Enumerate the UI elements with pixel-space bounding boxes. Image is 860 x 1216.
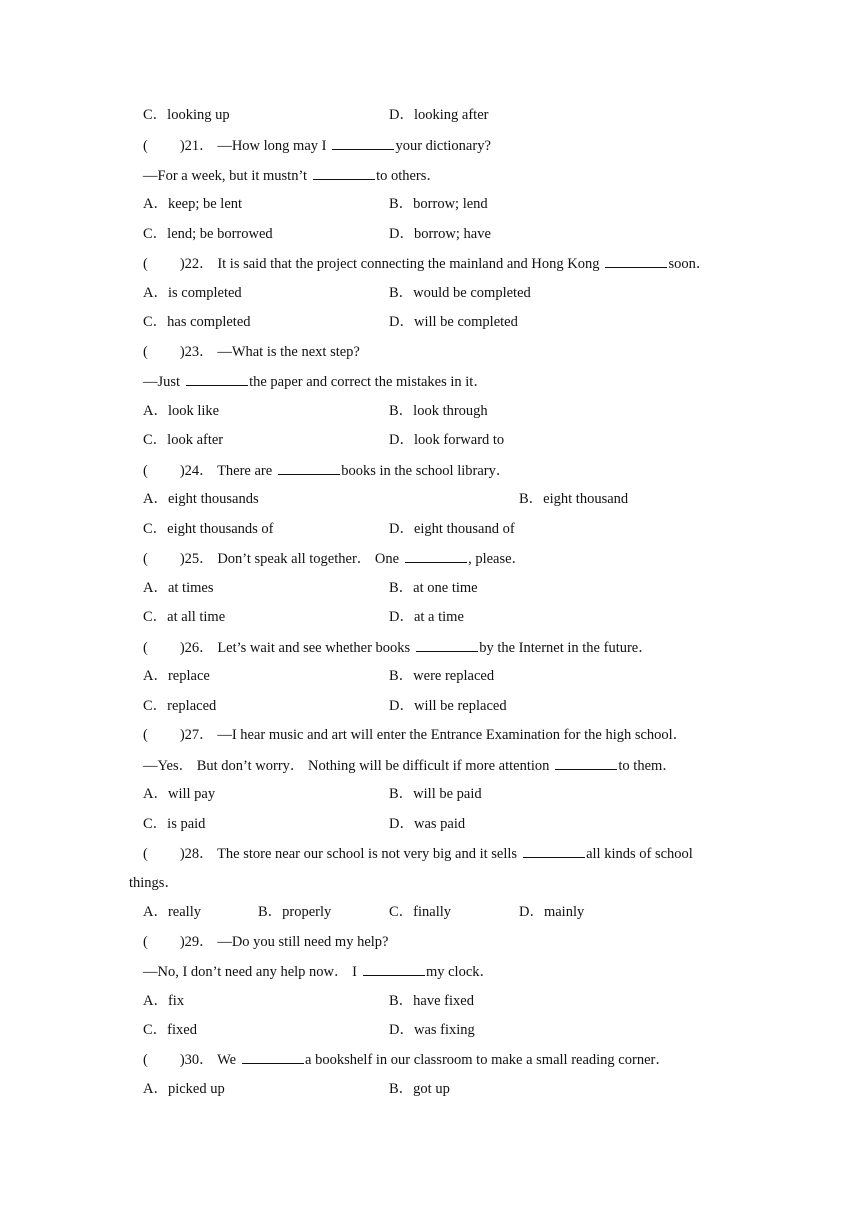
question-text: —Do you still need my help? xyxy=(217,934,389,950)
answer-option[interactable]: B．have fixed xyxy=(389,993,474,1009)
answer-option[interactable]: D．was paid xyxy=(389,816,466,832)
answer-option[interactable]: D．will be replaced xyxy=(389,698,507,714)
answer-option[interactable]: C．looking up xyxy=(143,107,230,123)
question-text-after-blank: , please． xyxy=(468,551,527,567)
answer-paren[interactable]: ( xyxy=(143,727,148,743)
question-text: —Yes． But don’t worry． Nothing will be difficult if more attention xyxy=(143,758,550,774)
dialogue-line xyxy=(143,756,677,775)
answer-paren[interactable]: ( xyxy=(143,551,148,567)
dialogue-line xyxy=(143,166,441,185)
answer-option[interactable]: B．were replaced xyxy=(389,668,495,684)
answer-paren[interactable]: ( xyxy=(143,1052,148,1068)
answer-option[interactable]: B．at one time xyxy=(389,580,478,596)
question-line xyxy=(143,461,510,480)
question-text: —What is the next step? xyxy=(217,344,360,360)
answer-option[interactable]: A．keep; be lent xyxy=(143,196,243,212)
answer-option[interactable]: D．will be completed xyxy=(389,314,518,330)
question-number: )27． xyxy=(179,727,214,743)
answer-option[interactable]: C．has completed xyxy=(143,314,251,330)
question-text: Don’t speak all together． One xyxy=(217,551,400,567)
question-number: )24． xyxy=(179,463,214,479)
question-text-after-blank: my clock． xyxy=(425,964,495,980)
question-text-continued: things． xyxy=(129,875,179,891)
question-line xyxy=(143,343,360,361)
fill-in-blank[interactable] xyxy=(186,372,248,386)
answer-option[interactable]: B．got up xyxy=(389,1081,450,1097)
question-text-after-blank: books in the school library． xyxy=(341,463,511,479)
question-number: )22． xyxy=(179,256,214,272)
question-number: )26． xyxy=(179,640,214,656)
fill-in-blank[interactable] xyxy=(242,1050,304,1064)
question-text-after-blank: to others． xyxy=(376,168,441,184)
question-text: —No, I don’t need any help now． I xyxy=(143,964,357,980)
answer-option[interactable]: A．look like xyxy=(143,403,220,419)
answer-option[interactable]: A．really xyxy=(143,904,201,920)
question-line xyxy=(143,844,693,863)
question-text-after-blank: a bookshelf in our classroom to make a small reading corner． xyxy=(305,1052,670,1068)
answer-option[interactable]: C．at all time xyxy=(143,609,226,625)
answer-option[interactable]: C．look after xyxy=(143,432,224,448)
answer-option[interactable]: D．looking after xyxy=(389,107,489,123)
question-line xyxy=(143,254,710,273)
question-line xyxy=(143,1050,670,1069)
answer-paren[interactable]: ( xyxy=(143,934,148,950)
question-line xyxy=(143,933,388,951)
question-number: )21． xyxy=(179,138,214,154)
answer-option[interactable]: A．picked up xyxy=(143,1081,225,1097)
answer-paren[interactable]: ( xyxy=(143,463,148,479)
answer-paren[interactable]: ( xyxy=(143,138,148,154)
answer-option[interactable]: C．replaced xyxy=(143,698,217,714)
question-text-after-blank: the paper and correct the mistakes in it． xyxy=(249,374,488,390)
fill-in-blank[interactable] xyxy=(363,962,425,976)
answer-option[interactable]: A．is completed xyxy=(143,285,242,301)
answer-option[interactable]: B．look through xyxy=(389,403,488,419)
fill-in-blank[interactable] xyxy=(332,136,394,150)
fill-in-blank[interactable] xyxy=(523,844,585,858)
question-number: )23． xyxy=(179,344,214,360)
answer-option[interactable]: B．eight thousand xyxy=(519,491,629,507)
question-text: Let’s wait and see whether books xyxy=(217,640,411,656)
answer-paren[interactable]: ( xyxy=(143,846,148,862)
answer-option[interactable]: B．properly xyxy=(258,904,332,920)
answer-option[interactable]: B．will be paid xyxy=(389,786,482,802)
question-line xyxy=(143,136,491,155)
answer-option[interactable]: C．finally xyxy=(389,904,452,920)
question-text: We xyxy=(217,1052,237,1068)
answer-paren[interactable]: ( xyxy=(143,344,148,360)
fill-in-blank[interactable] xyxy=(555,756,617,770)
answer-option[interactable]: A．at times xyxy=(143,580,214,596)
fill-in-blank[interactable] xyxy=(416,638,478,652)
answer-option[interactable]: A．will pay xyxy=(143,786,216,802)
fill-in-blank[interactable] xyxy=(405,549,467,563)
question-text-after-blank: to them． xyxy=(618,758,677,774)
fill-in-blank[interactable] xyxy=(278,461,340,475)
question-line xyxy=(143,549,526,568)
question-text: There are xyxy=(217,463,273,479)
answer-option[interactable]: C．eight thousands of xyxy=(143,521,274,537)
answer-option[interactable]: C．fixed xyxy=(143,1022,197,1038)
question-line xyxy=(143,638,653,657)
answer-paren[interactable]: ( xyxy=(143,640,148,656)
question-text: It is said that the project connecting the mainland and Hong Kong xyxy=(217,256,600,272)
answer-option[interactable]: A．replace xyxy=(143,668,210,684)
answer-option[interactable]: D．look forward to xyxy=(389,432,505,448)
answer-option[interactable]: D．at a time xyxy=(389,609,464,625)
dialogue-line xyxy=(143,962,494,981)
answer-option[interactable]: B．would be completed xyxy=(389,285,531,301)
question-text: —I hear music and art will enter the Entrance Examination for the high school． xyxy=(217,727,688,743)
answer-option[interactable]: A．fix xyxy=(143,993,185,1009)
answer-option[interactable]: D．was fixing xyxy=(389,1022,475,1038)
question-text: —For a week, but it mustn’t xyxy=(143,168,308,184)
fill-in-blank[interactable] xyxy=(313,166,375,180)
question-number: )30． xyxy=(179,1052,214,1068)
question-line xyxy=(143,726,687,744)
answer-option[interactable]: D．borrow; have xyxy=(389,226,491,242)
question-text-after-blank: your dictionary? xyxy=(395,138,491,154)
answer-option[interactable]: B．borrow; lend xyxy=(389,196,488,212)
answer-option[interactable]: D．eight thousand of xyxy=(389,521,515,537)
question-text-after-blank: all kinds of school xyxy=(586,846,693,862)
answer-option[interactable]: D．mainly xyxy=(519,904,585,920)
dialogue-line xyxy=(143,372,488,391)
answer-option[interactable]: A．eight thousands xyxy=(143,491,259,507)
question-number: )29． xyxy=(179,934,214,950)
question-number: )28． xyxy=(179,846,214,862)
answer-option[interactable]: C．lend; be borrowed xyxy=(143,226,273,242)
question-text: The store near our school is not very big and it sells xyxy=(217,846,518,862)
answer-paren[interactable]: ( xyxy=(143,256,148,272)
question-text-after-blank: soon． xyxy=(668,256,711,272)
answer-option[interactable]: C．is paid xyxy=(143,816,206,832)
question-text-after-blank: by the Internet in the future． xyxy=(479,640,653,656)
question-text: —How long may I xyxy=(217,138,327,154)
fill-in-blank[interactable] xyxy=(605,254,667,268)
question-number: )25． xyxy=(179,551,214,567)
question-text: —Just xyxy=(143,374,181,390)
